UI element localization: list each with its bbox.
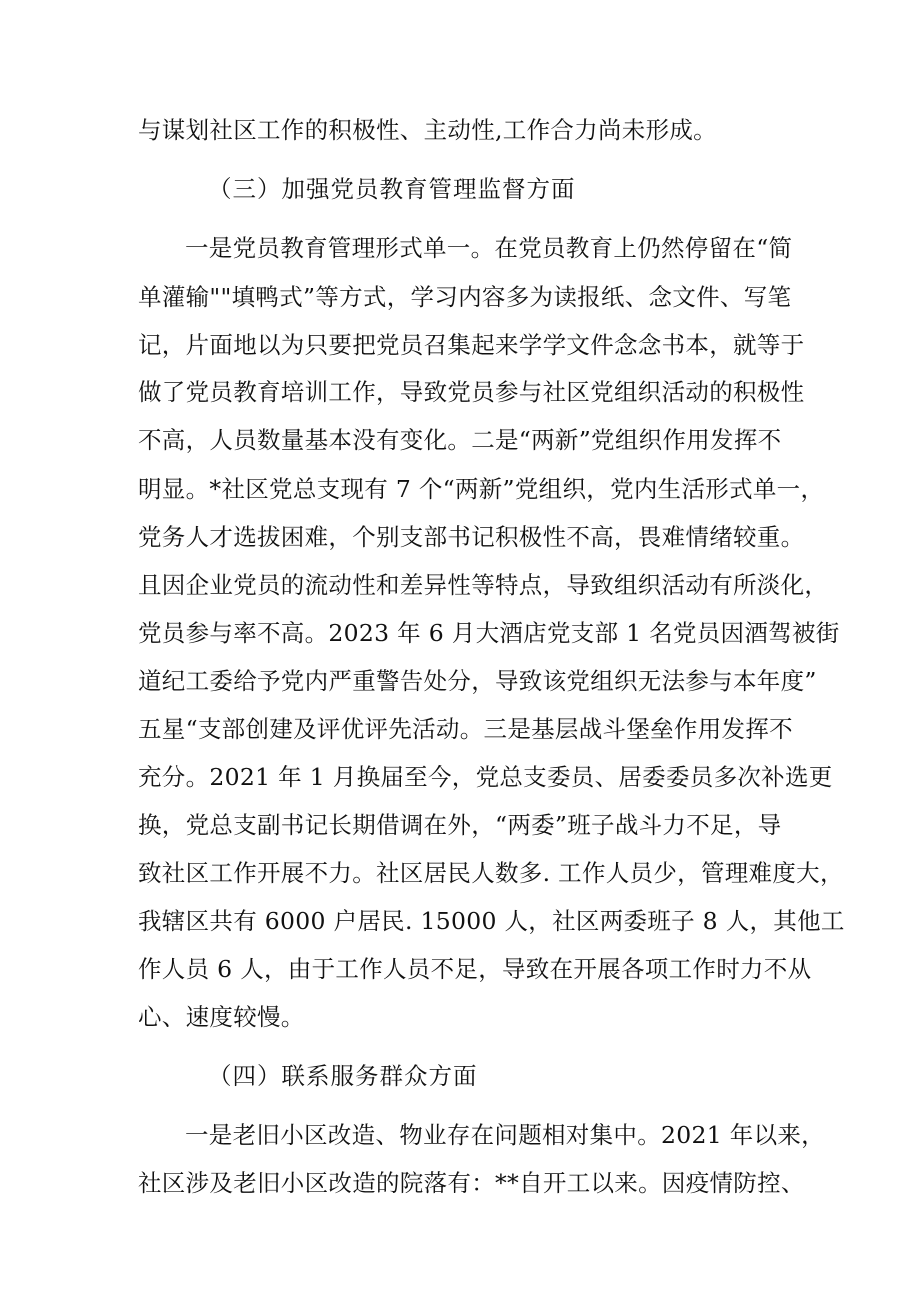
paragraph-line: 不高，人员数量基本没有变化。二是“两新”党组织作用发挥不 bbox=[138, 426, 782, 454]
paragraph-line: 明显。*社区党总支现有 7 个“两新”党组织，党内生活形式单一， bbox=[138, 475, 825, 503]
paragraph-line: 道纪工委给予党内严重警告处分，导致该党组织无法参与本年度” bbox=[138, 667, 817, 695]
paragraph-line: 做了党员教育培训工作，导致党员参与社区党组织活动的积极性 bbox=[138, 378, 805, 406]
paragraph-line: 五星“支部创建及评优评先活动。三是基层战斗堡垒作用发挥不 bbox=[138, 715, 793, 743]
section-heading-4: （四）联系服务群众方面 bbox=[208, 1062, 478, 1090]
paragraph-line: 党务人才选拔困难，个别支部书记积极性不高，畏难情绪较重。 bbox=[138, 523, 805, 551]
section-heading-3: （三）加强党员教育管理监督方面 bbox=[208, 175, 576, 203]
paragraph-line: 记，片面地以为只要把党员召集起来学学文件念念书本，就等于 bbox=[138, 331, 805, 359]
paragraph-line: 充分。2021 年 1 月换届至今，党总支委员、居委委员多次补选更 bbox=[138, 763, 833, 791]
paragraph-line: 党员参与率不高。2023 年 6 月大酒店党支部 1 名党员因酒驾被街 bbox=[138, 619, 840, 647]
paragraph-line: 社区涉及老旧小区改造的院落有：**自开工以来。因疫情防控、 bbox=[138, 1169, 805, 1197]
paragraph-line: 且因企业党员的流动性和差异性等特点，导致组织活动有所淡化， bbox=[138, 571, 829, 599]
paragraph-line: 心、速度较慢。 bbox=[138, 1003, 305, 1031]
paragraph-line: 与谋划社区工作的积极性、主动性,工作合力尚未形成。 bbox=[138, 116, 717, 144]
paragraph-line: 作人员 6 人，由于工作人员不足，导致在开展各项工作时力不从 bbox=[138, 955, 812, 983]
paragraph-line: 我辖区共有 6000 户居民. 15000 人，社区两委班子 8 人，其他工 bbox=[138, 907, 845, 935]
paragraph-line: 一是党员教育管理形式单一。在党员教育上仍然停留在“简 bbox=[185, 234, 793, 262]
paragraph-line: 致社区工作开展不力。社区居民人数多. 工作人员少，管理难度大， bbox=[138, 859, 844, 887]
paragraph-line: 单灌输""填鸭式”等方式，学习内容多为读报纸、念文件、写笔 bbox=[138, 283, 792, 311]
paragraph-line: 换，党总支副书记长期借调在外，“两委”班子战斗力不足，导 bbox=[138, 811, 782, 839]
paragraph-line: 一是老旧小区改造、物业存在问题相对集中。2021 年以来， bbox=[185, 1121, 825, 1149]
